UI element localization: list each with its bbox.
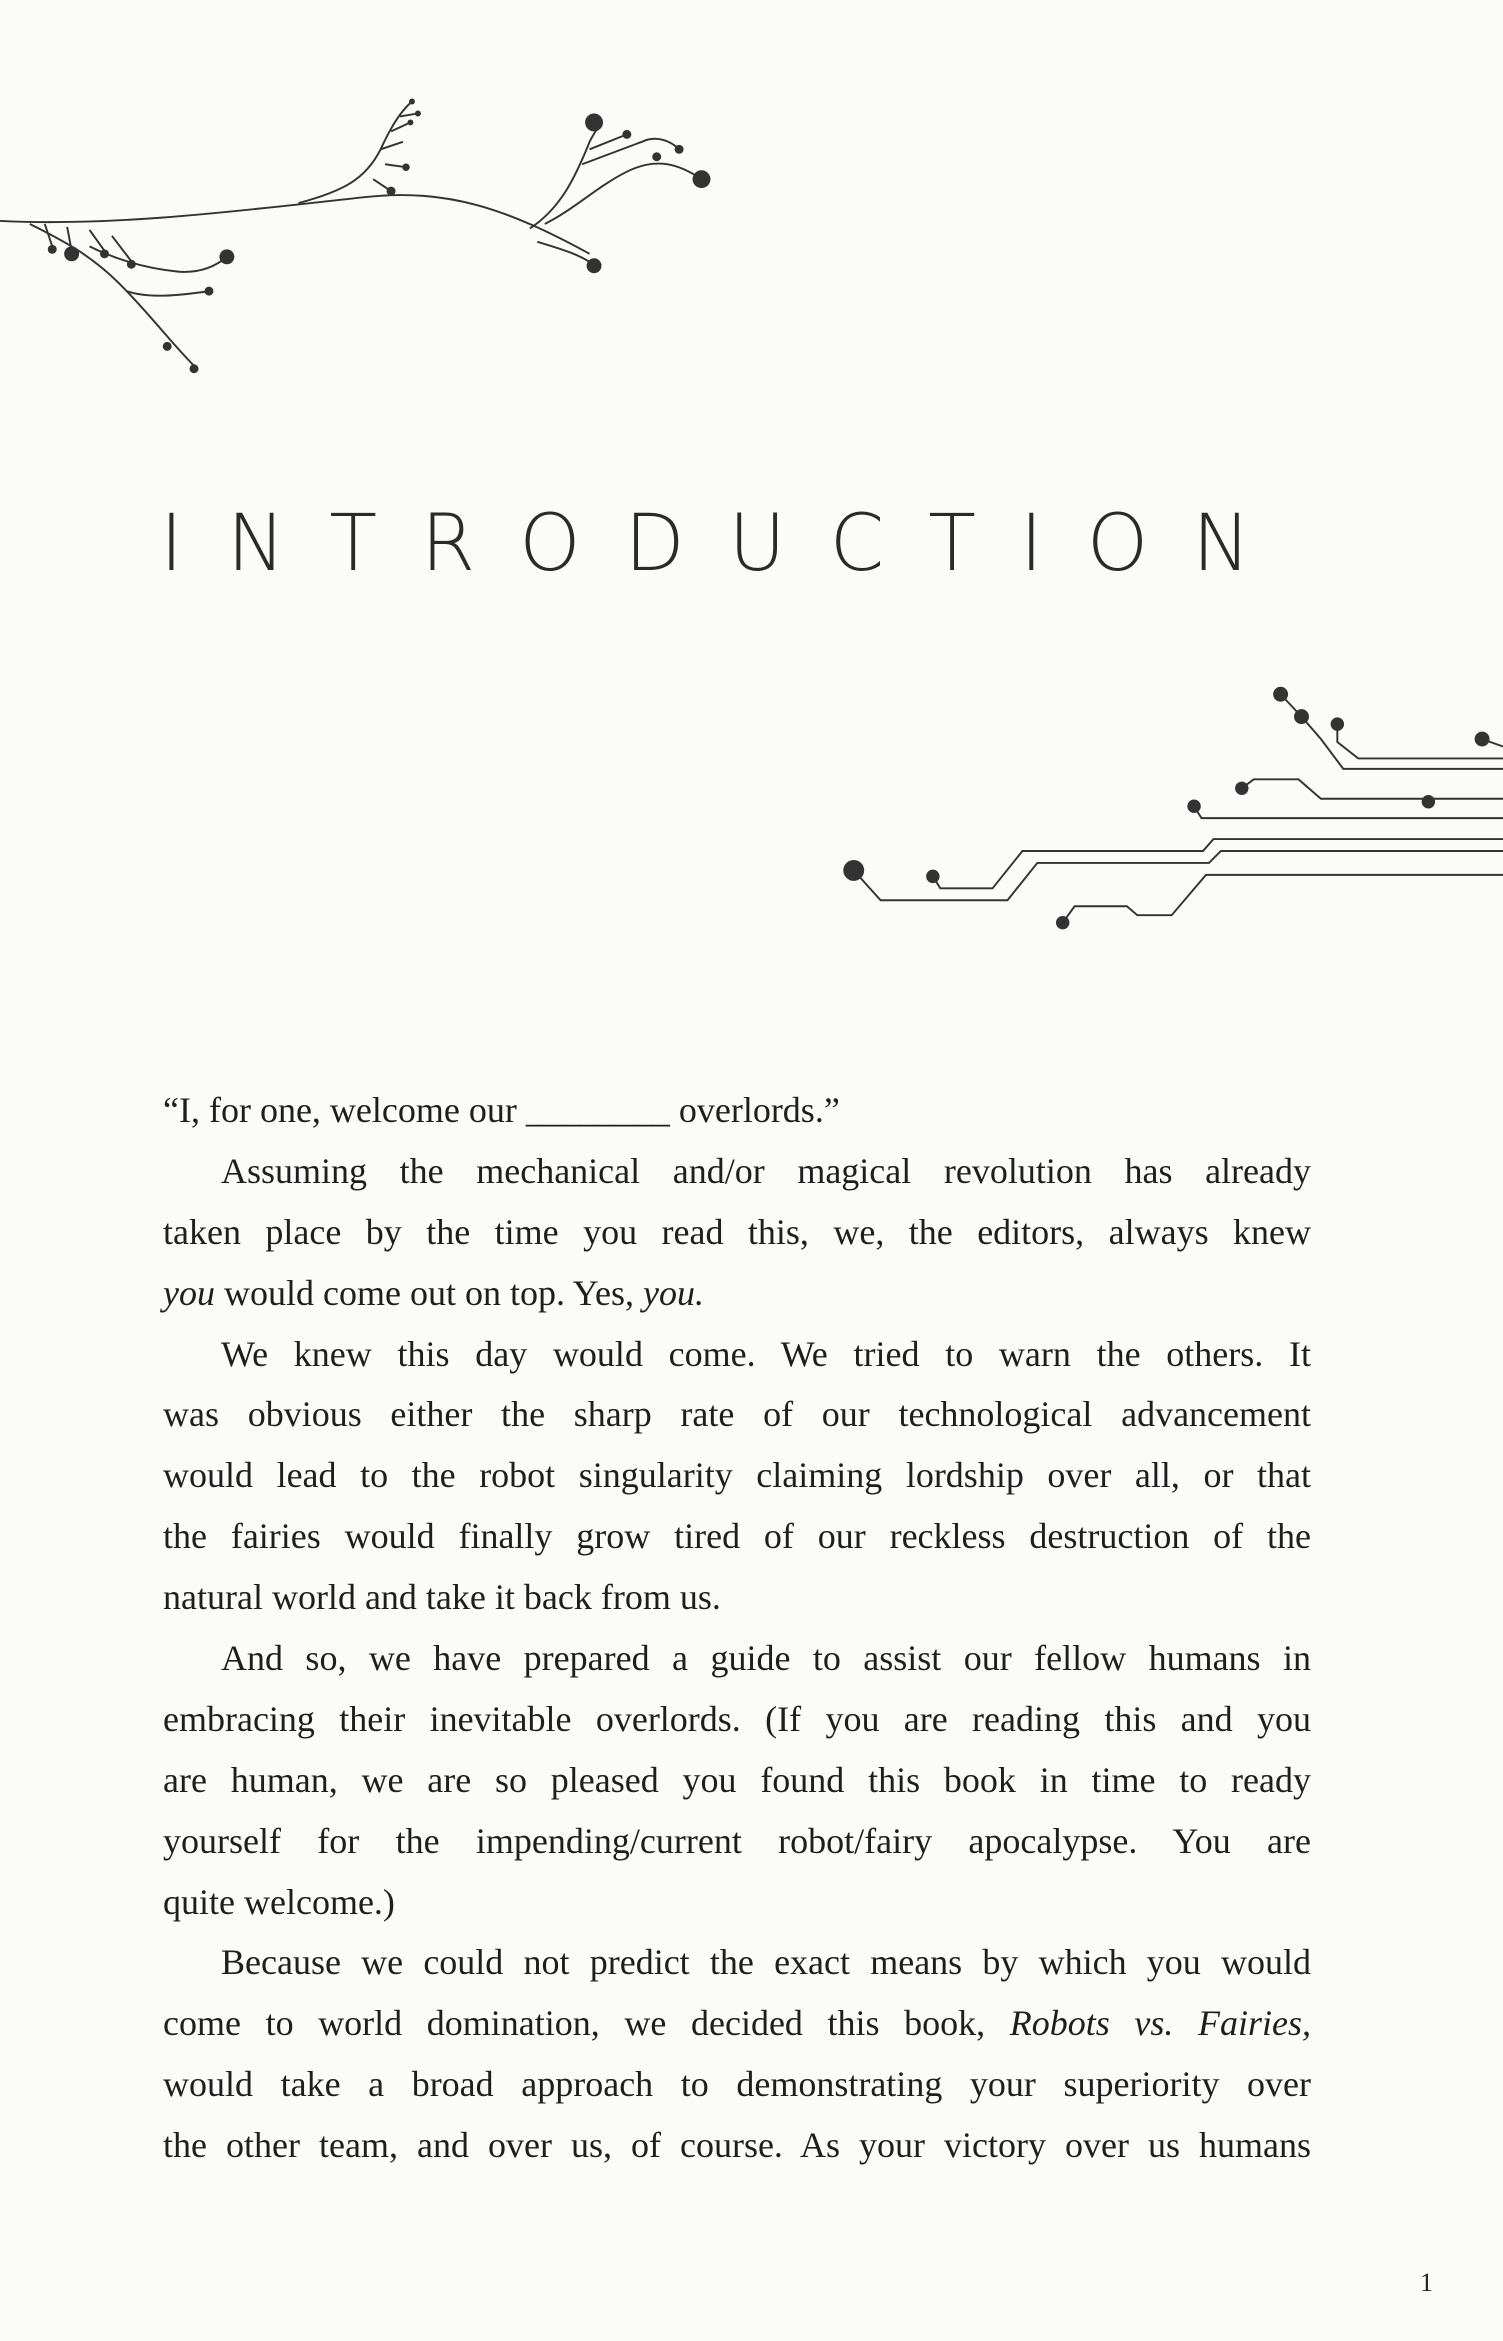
- text-line: [163, 1324, 1311, 1385]
- page-number: 1: [1420, 2268, 1433, 2297]
- text-line: [163, 1141, 1311, 1202]
- text-segment: Because we could not predict the exact means by which you would: [221, 1942, 1311, 1983]
- text-segment: come to world domination, we decided this book,: [163, 2003, 1010, 2044]
- text-segment: “I, for one, welcome our ________ overlords.”: [163, 1090, 840, 1130]
- body-text: [163, 1080, 1311, 2176]
- text-line: [163, 1993, 1311, 2054]
- text-segment: embracing their inevitable overlords. (If you are reading this and you: [163, 1698, 1311, 1739]
- text-segment: was obvious either the sharp rate of our technological advancement: [163, 1394, 1311, 1435]
- text-line: [163, 1506, 1311, 1567]
- text-line: [163, 1080, 1311, 1141]
- text-line: [163, 1202, 1311, 1263]
- text-segment: natural world and take it back from us.: [163, 1577, 721, 1618]
- text-segment: We knew this day would come. We tried to warn the others. It: [221, 1333, 1311, 1374]
- italic-text: Robots vs. Fairies,: [1009, 2003, 1311, 2044]
- chapter-title: INTRODUCTION: [160, 499, 1295, 589]
- text-line: [163, 1263, 1311, 1324]
- text-line: [163, 1811, 1311, 1872]
- text-line: [163, 1567, 1311, 1628]
- text-segment: yourself for the impending/current robot/fairy apocalypse. You are: [163, 1820, 1311, 1861]
- italic-text: you.: [643, 1272, 704, 1313]
- text-segment: the fairies would finally grow tired of our reckless destruction of the: [163, 1516, 1311, 1557]
- text-line: [163, 2115, 1311, 2176]
- text-segment: the other team, and over us, of course. As your victory over us humans: [163, 2125, 1311, 2166]
- text-line: [163, 1750, 1311, 1811]
- text-segment: Assuming the mechanical and/or magical revolution has already: [221, 1150, 1311, 1191]
- text-segment: quite welcome.): [163, 1881, 395, 1922]
- italic-text: you: [163, 1272, 215, 1313]
- vine-illustration: [0, 99, 710, 374]
- text-line: [163, 2054, 1311, 2115]
- text-line: [163, 1689, 1311, 1750]
- text-line: [163, 1445, 1311, 1506]
- text-line: [163, 1872, 1311, 1933]
- circuit-illustration: [843, 687, 1503, 930]
- text-segment: would lead to the robot singularity claiming lordship over all, or that: [163, 1455, 1311, 1496]
- text-segment: taken place by the time you read this, we, the editors, always knew: [163, 1211, 1311, 1252]
- text-segment: And so, we have prepared a guide to assist our fellow humans in: [221, 1638, 1311, 1679]
- text-line: [163, 1628, 1311, 1689]
- text-segment: would come out on top. Yes,: [214, 1272, 643, 1313]
- text-line: [163, 1932, 1311, 1993]
- text-line: [163, 1384, 1311, 1445]
- text-segment: would take a broad approach to demonstrating your superiority over: [163, 2064, 1311, 2105]
- text-segment: are human, we are so pleased you found this book in time to ready: [163, 1759, 1311, 1800]
